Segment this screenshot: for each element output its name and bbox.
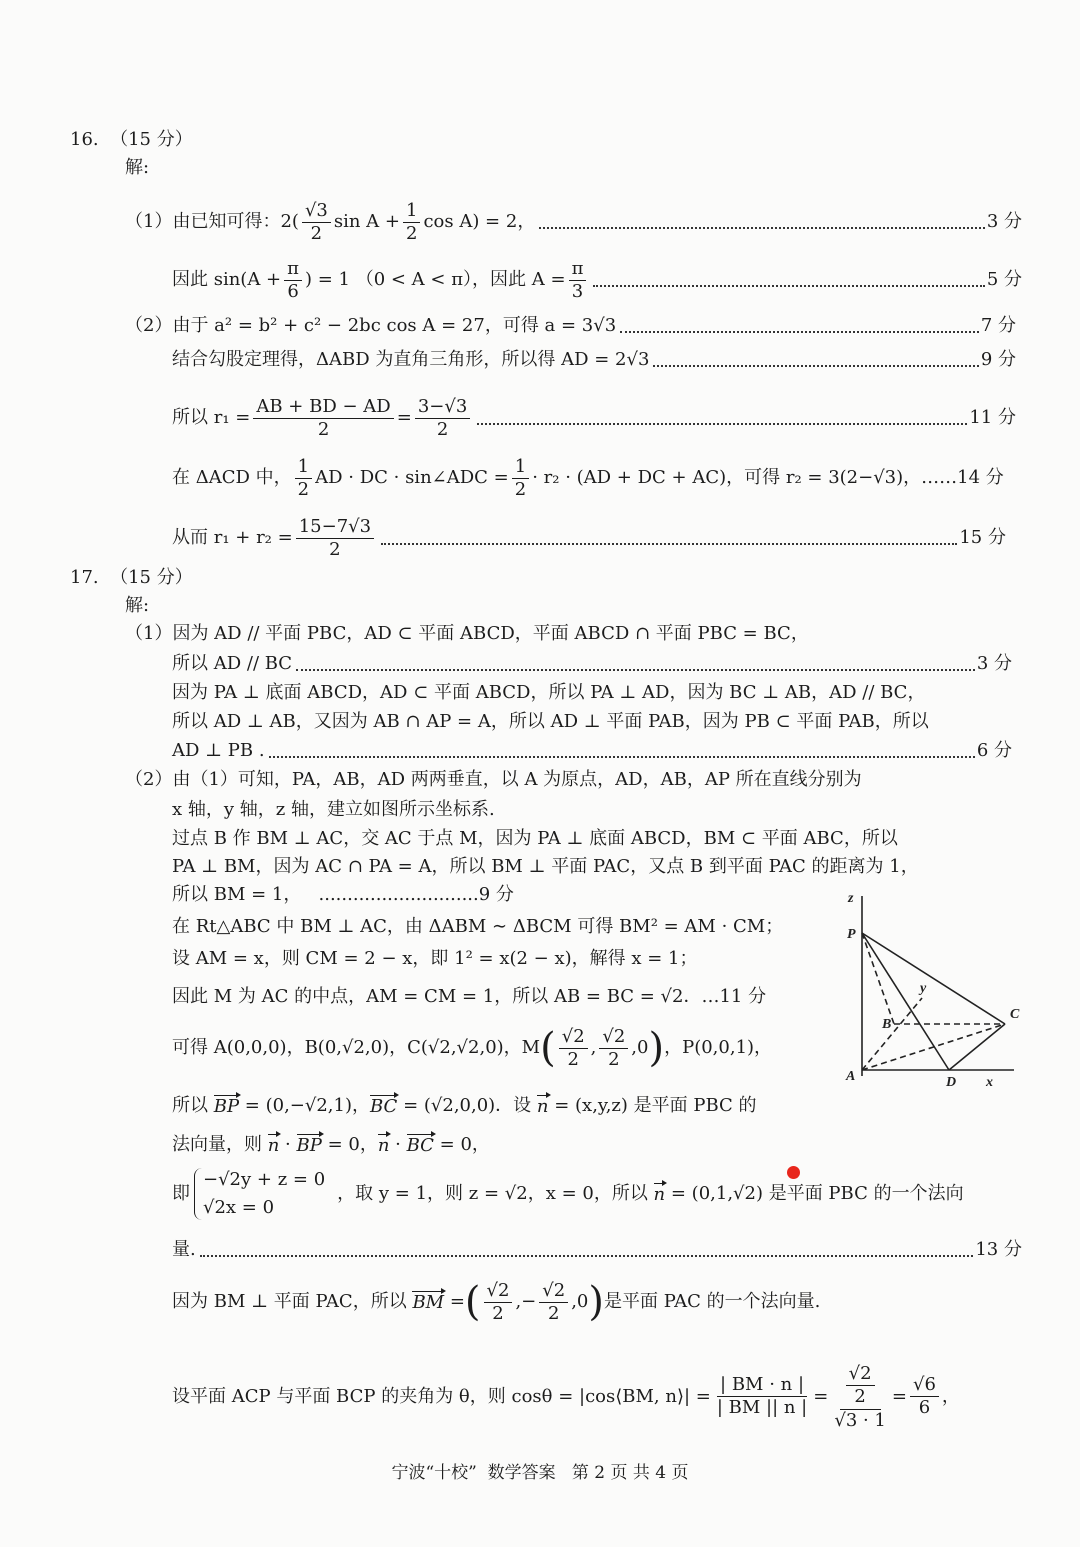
text-run: ，取 y = 1，则 z = √2，x = 0，所以: [337, 1182, 654, 1204]
text-run: ,−: [515, 1291, 537, 1313]
text-run: （1）因为 AD // 平面 PBC，AD ⊂ 平面 ABCD，平面 ABCD ∩ 平面 PBC = BC，: [125, 623, 809, 644]
dot-leader: [539, 215, 984, 229]
numerator: [295, 456, 312, 479]
solution-line: [172, 258, 1022, 303]
text-run: 2: [548, 1302, 560, 1324]
numerator: [910, 1374, 939, 1397]
text-run: 3 分: [986, 211, 1022, 233]
text-run: 11 分: [969, 407, 1016, 429]
text-run: =: [396, 407, 412, 429]
numerator: [296, 516, 374, 539]
text-run: 从而 r₁ + r₂ =: [172, 527, 293, 549]
text-run: cos A) = 2，: [423, 211, 536, 233]
fraction: [539, 1280, 568, 1325]
dot-leader: [593, 273, 984, 287]
fraction: [559, 1026, 588, 1071]
large-paren: (: [540, 1025, 556, 1072]
solution-line: [172, 987, 766, 1007]
text-run: x 轴，y 轴，z 轴，建立如图所示坐标系.: [172, 799, 495, 820]
edge-PB: [862, 933, 894, 1024]
fraction: [403, 200, 420, 245]
solution-line: [70, 130, 193, 150]
vector: n: [267, 1135, 280, 1156]
text-run: ，: [941, 1385, 960, 1407]
text-run: 17. （15 分）: [70, 567, 193, 588]
vector: BC: [370, 1096, 398, 1117]
annotation-dot: [787, 1166, 800, 1179]
text-run: 15−7√3: [298, 516, 372, 537]
solution-line: [125, 158, 149, 178]
text-run: = (x,y,z) 是平面 PBC 的: [548, 1095, 757, 1116]
numerator: [403, 200, 420, 223]
text-run: ，P(0,0,1)，: [664, 1037, 773, 1059]
text-run: 量.: [172, 1239, 196, 1260]
vector: BP: [213, 1096, 240, 1117]
dot-leader: [653, 353, 978, 367]
numerator: [284, 258, 302, 281]
y-axis: [862, 998, 922, 1070]
text-run: =: [813, 1385, 829, 1407]
fraction: [284, 258, 302, 303]
text-run: （2）由于 a² = b² + c² − 2bc cos A = 27，可得 a = 3√3: [125, 315, 617, 336]
text-run: 3 分: [976, 653, 1012, 674]
text-run: 7 分: [980, 315, 1016, 336]
text-run: ,0: [571, 1291, 589, 1313]
vector: BP: [296, 1135, 322, 1156]
denominator: [831, 1410, 889, 1432]
text-run: 3−√3: [417, 396, 468, 417]
text-run: 可得 A(0,0,0)，B(0,√2,0)，C(√2,√2,0)，M: [172, 1037, 541, 1059]
text-run: 设平面 ACP 与平面 BCP 的夹角为 θ，则 cosθ = |cos⟨BM, n⟩| =: [172, 1385, 711, 1407]
text-run: ·: [389, 1134, 407, 1155]
vector: n: [653, 1183, 666, 1205]
denominator: [605, 1049, 622, 1071]
dot-leader: [200, 1243, 974, 1257]
solution-line: [125, 770, 862, 790]
text-run: 2: [854, 1385, 866, 1407]
denominator: [569, 281, 586, 303]
text-run: √2: [542, 1280, 566, 1301]
text-run: · r₂ · (AD + DC + AC)，可得 r₂ = 3(2−√3)，……14 分: [532, 467, 1004, 489]
text-run: 因为 PA ⊥ 底面 ABCD，AD ⊂ 平面 ABCD，所以 PA ⊥ AD，因为 BC ⊥ AB，AD // BC，: [172, 682, 926, 703]
text-run: sin A +: [333, 211, 400, 233]
text-run: 13 分: [975, 1239, 1022, 1260]
equation-system: [194, 1168, 333, 1220]
fraction: [295, 456, 312, 501]
denominator: [284, 281, 301, 303]
text-run: 6: [918, 1397, 931, 1419]
text-run: ,: [590, 1037, 597, 1059]
label-y: y: [920, 981, 927, 996]
text-run: 因此 M 为 AC 的中点，AM = CM = 1，所以 AB = BC = √2．…11 分: [172, 986, 767, 1007]
solution-line: [125, 596, 149, 616]
denominator: [564, 1049, 581, 1071]
text-run: 2: [436, 418, 449, 440]
text-run: 9 分: [980, 349, 1016, 370]
coordinate-figure: [842, 888, 1037, 1088]
text-run: ,0: [631, 1037, 649, 1059]
text-run: | BM || n |: [716, 1397, 808, 1419]
text-run: 因此 sin(A +: [172, 269, 282, 291]
denominator: [851, 1386, 868, 1408]
text-run: 是平面 PAC 的一个法向量.: [603, 1291, 821, 1313]
fraction: [253, 396, 393, 441]
solution-line: [172, 683, 925, 703]
numerator: [415, 396, 470, 419]
numerator: [302, 200, 331, 223]
text-run: 3: [571, 280, 584, 302]
text-run: 5 分: [986, 269, 1022, 291]
label-z: z: [848, 891, 854, 906]
page-footer: 宁波“十校” 数学答案 第 2 页 共 4 页: [391, 1463, 689, 1483]
text-run: 过点 B 作 BM ⊥ AC，交 AC 于点 M，因为 PA ⊥ 底面 ABCD，BM ⊂ 平面 ABC，所以: [172, 828, 898, 849]
denominator: [545, 1303, 562, 1325]
numerator: [559, 1026, 588, 1049]
numerator: [846, 1363, 875, 1386]
denominator: [326, 539, 343, 561]
text-run: 法向量，则: [172, 1134, 268, 1155]
text-run: 16. （15 分）: [70, 129, 193, 150]
fraction: [831, 1362, 889, 1431]
dot-leader: [620, 319, 979, 333]
numerator: [512, 456, 529, 479]
denominator: [916, 1397, 933, 1419]
text-run: π: [287, 258, 299, 279]
fraction: [714, 1374, 810, 1419]
numerator: [253, 396, 393, 419]
text-run: 6: [287, 280, 299, 302]
vector: n: [536, 1096, 549, 1117]
text-run: 设 AM = x，则 CM = 2 − x，即 1² = x(2 − x)，解得 x = 1；: [172, 948, 698, 969]
text-run: 1: [514, 456, 527, 477]
denominator: [434, 419, 451, 441]
label-P: P: [847, 927, 856, 942]
solution-line: [172, 949, 698, 969]
denominator: [295, 479, 312, 501]
text-run: ·: [279, 1134, 297, 1155]
text-run: √2: [602, 1026, 626, 1047]
text-run: 6 分: [976, 740, 1012, 761]
dot-leader: [269, 744, 975, 758]
numerator: [840, 1362, 881, 1410]
denominator: [512, 479, 529, 501]
label-A: A: [846, 1069, 856, 1084]
text-run: √3 · 1: [834, 1409, 886, 1431]
solution-line: [172, 712, 929, 732]
dot-leader: [477, 411, 967, 425]
text-run: = 0，: [433, 1134, 490, 1155]
text-run: AD · DC · sin∠ADC =: [315, 467, 509, 489]
vector: BM: [412, 1292, 445, 1314]
text-run: PA ⊥ BM，因为 AC ∩ PA = A，所以 BM ⊥ 平面 PAC，又点 B 到平面 PAC 的距离为 1，: [172, 856, 919, 877]
numerator: [484, 1280, 513, 1303]
label-D: D: [946, 1075, 957, 1088]
text-run: 即: [172, 1182, 190, 1204]
dot-leader: [381, 531, 957, 545]
fraction: [846, 1363, 875, 1408]
solution-line: [70, 568, 193, 588]
fraction: [296, 516, 374, 561]
edge-PD: [862, 933, 949, 1070]
solution-line: [172, 1134, 490, 1156]
text-run: （2）由（1）可知，PA，AB，AD 两两垂直，以 A 为原点，AD，AB，AP 所在直线分别为: [125, 769, 862, 790]
text-run: 2: [514, 478, 527, 500]
solution-line: [125, 624, 809, 644]
solution-line: [172, 857, 919, 877]
large-paren: ): [648, 1025, 665, 1072]
text-run: 解:: [125, 595, 150, 616]
solution-line: [172, 885, 514, 905]
text-run: 2: [317, 418, 330, 440]
text-run: 2: [567, 1048, 579, 1070]
text-run: 1: [405, 200, 418, 221]
text-run: 在 ΔACD 中，: [172, 467, 292, 489]
solution-line: [172, 350, 1016, 370]
text-run: 1: [297, 456, 310, 477]
fraction: [910, 1374, 939, 1419]
numerator: [569, 258, 587, 281]
text-run: = (√2,0,0)．设: [397, 1095, 537, 1116]
dot-leader: [296, 657, 975, 671]
solution-line: [172, 741, 1012, 761]
fraction: [569, 258, 587, 303]
solution-line: [172, 1280, 820, 1325]
edge-PC: [862, 933, 1005, 1024]
solution-line: [172, 396, 1016, 441]
text-run: 因为 BM ⊥ 平面 PAC，所以: [172, 1291, 413, 1313]
numerator: [717, 1374, 807, 1397]
text-run: 2: [297, 478, 310, 500]
denominator: [403, 223, 420, 245]
fraction: [302, 200, 331, 245]
text-run: | BM · n |: [720, 1374, 805, 1396]
text-run: 2: [329, 538, 341, 560]
solution-line: [172, 1095, 757, 1117]
text-run: π: [571, 258, 584, 279]
text-run: √2: [848, 1363, 872, 1384]
fraction: [415, 396, 470, 441]
solution-line: [172, 829, 898, 849]
text-run: = (0,−√2,1)，: [239, 1095, 370, 1116]
text-run: √2: [486, 1280, 510, 1301]
solution-line: [172, 917, 783, 937]
large-paren: ): [588, 1279, 604, 1326]
solution-line: [172, 456, 1004, 501]
numerator: [599, 1026, 628, 1049]
denominator: [315, 419, 332, 441]
denominator: [714, 1397, 810, 1419]
solution-line: [172, 800, 495, 820]
text-run: = (0,1,√2) 是平面 PBC 的一个法向: [665, 1182, 964, 1204]
edge-DC: [949, 1024, 1005, 1070]
large-paren: (: [464, 1279, 481, 1326]
text-run: 所以 BM = 1， ............................9 分: [172, 884, 514, 905]
text-run: 2: [310, 222, 323, 244]
text-run: 解:: [125, 157, 150, 178]
label-C: C: [1010, 1007, 1020, 1022]
denominator: [489, 1303, 506, 1325]
text-run: 15 分: [959, 527, 1006, 549]
text-run: 所以: [172, 1095, 214, 1116]
text-run: = 0，: [321, 1134, 378, 1155]
numerator: [539, 1280, 568, 1303]
fraction: [484, 1280, 513, 1325]
label-B: B: [882, 1017, 892, 1032]
label-x: x: [986, 1075, 993, 1088]
text-run: 2: [405, 222, 418, 244]
text-run: =: [891, 1385, 907, 1407]
text-run: 2: [608, 1048, 620, 1070]
text-run: 所以 AD ⊥ AB，又因为 AB ∩ AP = A，所以 AD ⊥ 平面 PAB，因为 PB ⊂ 平面 PAB，所以: [172, 711, 929, 732]
fraction: [599, 1026, 628, 1071]
denominator: [308, 223, 325, 245]
solution-line: [172, 1168, 964, 1220]
solution-line: [172, 516, 1006, 561]
solution-line: [125, 316, 1016, 336]
solution-line: [125, 200, 1022, 245]
text-run: 所以 AD // BC: [172, 653, 293, 674]
text-run: ) = 1 （0 < A < π），因此 A =: [304, 269, 566, 291]
text-run: 结合勾股定理得，ΔABD 为直角三角形，所以得 AD = 2√3: [172, 349, 650, 370]
solution-line: [172, 1026, 772, 1071]
text-run: √2: [561, 1026, 585, 1047]
text-run: （1）由已知可得：2(: [125, 211, 299, 233]
text-run: 2: [492, 1302, 504, 1324]
text-run: √2x = 0: [203, 1196, 275, 1218]
text-run: √3: [304, 200, 328, 221]
text-run: 在 Rt△ABC 中 BM ⊥ AC，由 ΔABM ∼ ΔBCM 可得 BM² = AM · CM；: [172, 916, 784, 937]
vector: n: [377, 1135, 390, 1156]
text-run: √6: [912, 1374, 936, 1396]
solution-line: [172, 654, 1012, 674]
solution-line: [172, 1362, 960, 1431]
vector: BC: [406, 1135, 434, 1156]
text-run: 所以 r₁ =: [172, 407, 251, 429]
fraction: [512, 456, 529, 501]
text-run: AD ⊥ PB .: [172, 740, 265, 761]
text-run: −√2y + z = 0: [203, 1169, 326, 1190]
text-run: AB + BD − AD: [256, 396, 391, 417]
solution-line: [172, 1240, 1022, 1260]
text-run: =: [444, 1291, 465, 1313]
